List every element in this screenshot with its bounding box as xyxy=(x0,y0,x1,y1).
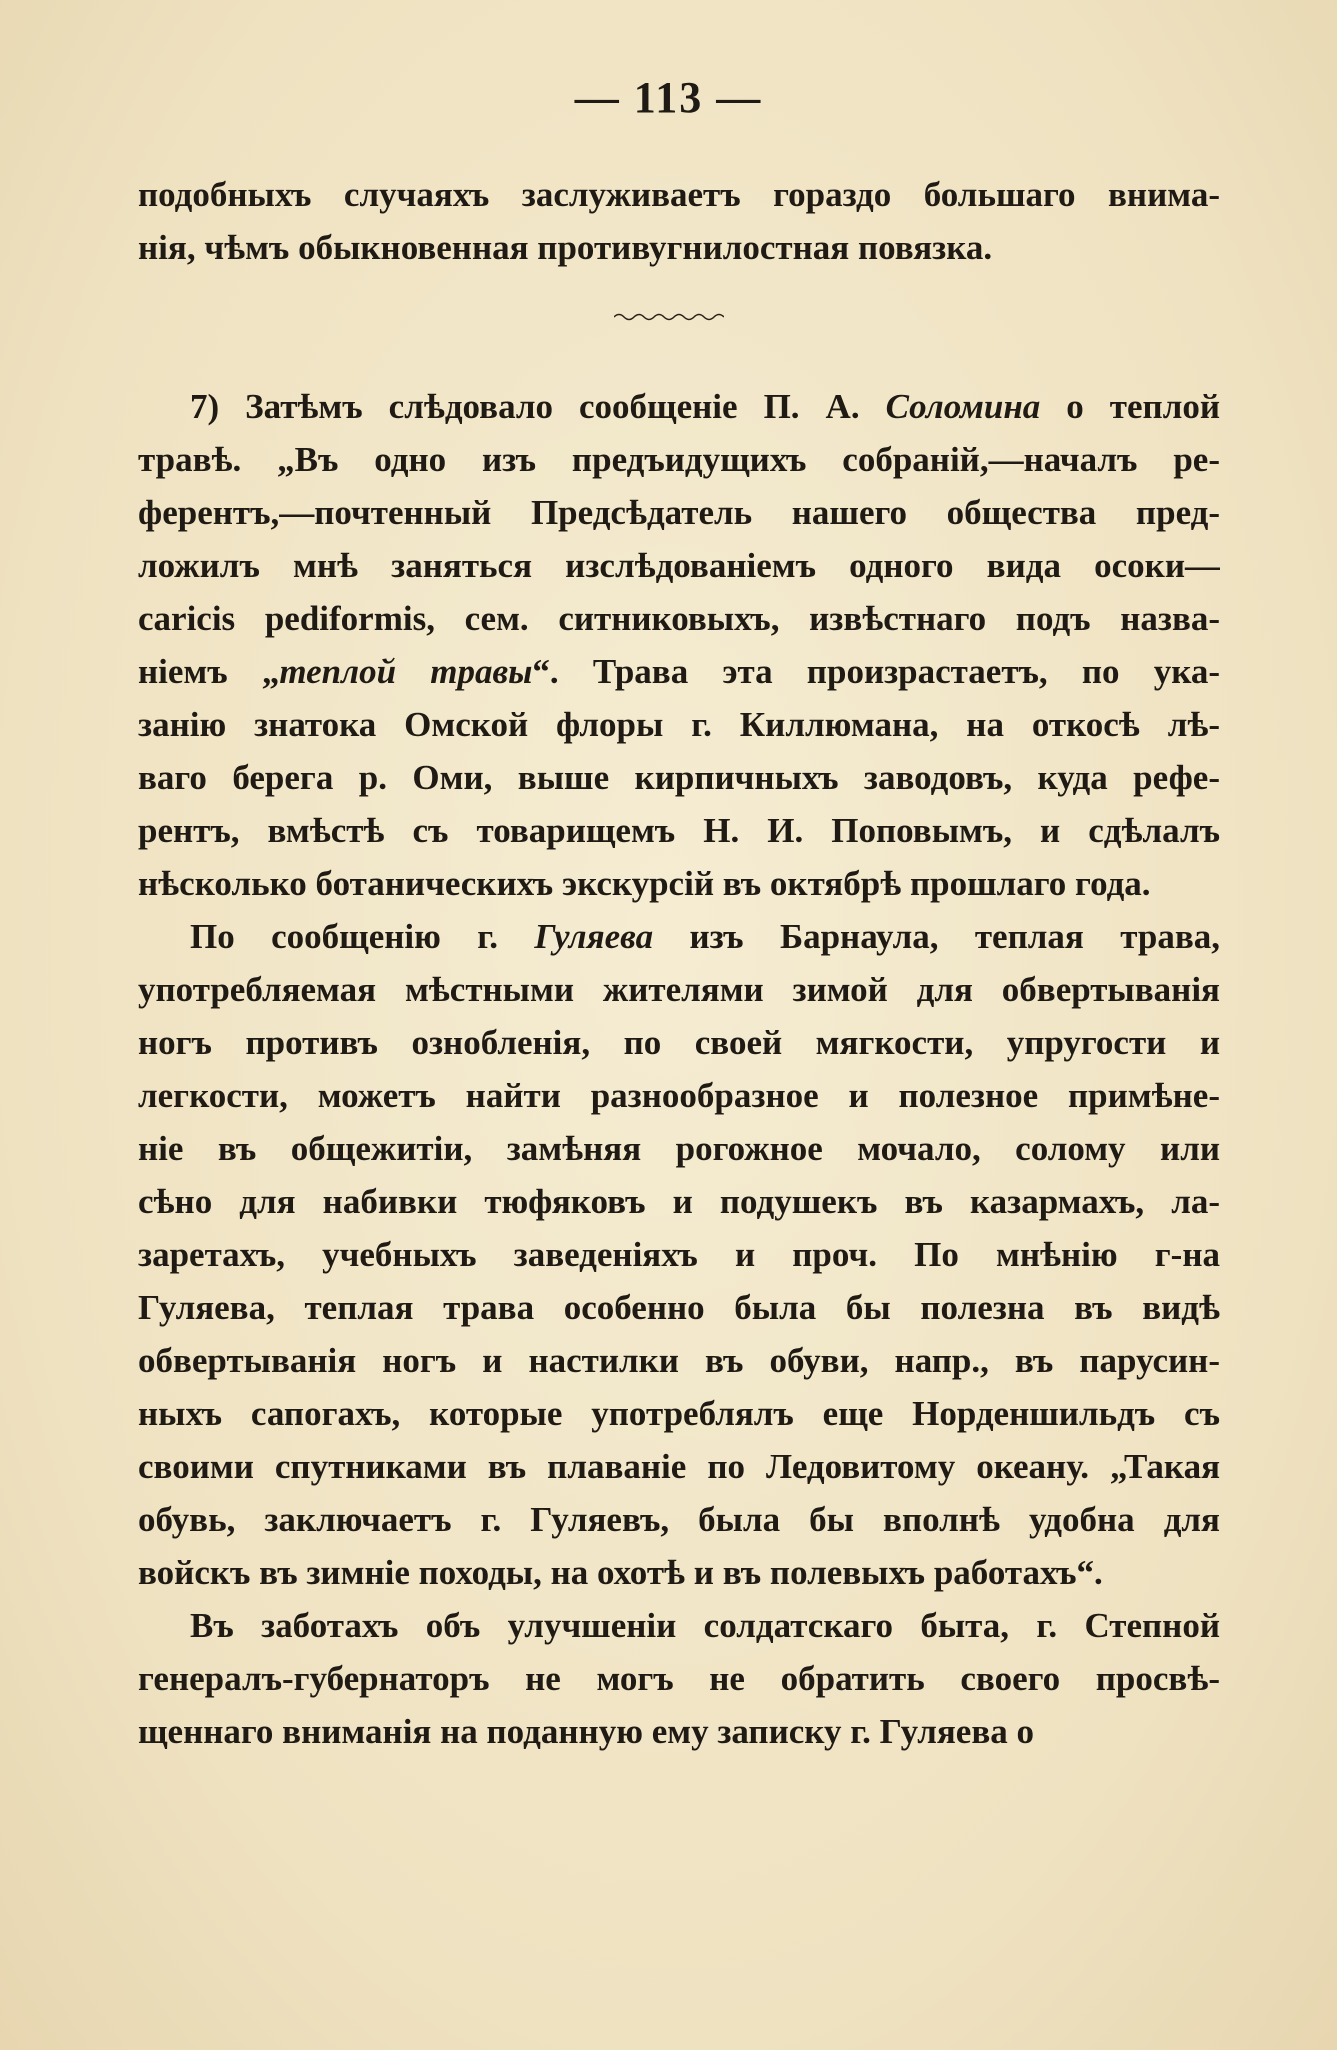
text-line: занію знатока Омской флоры г. Киллюмана, на откосѣ лѣ- xyxy=(138,705,1220,744)
text-line xyxy=(138,380,1220,433)
text-line: подобныхъ случаяхъ заслуживаетъ гораздо большаго внима- xyxy=(138,175,1220,214)
text-line: своими спутниками въ плаваніе по Ледовитому океану. „Такая xyxy=(138,1447,1220,1486)
text-line: ніе въ общежитіи, замѣняя рогожное мочало, солому или xyxy=(138,1129,1220,1168)
text-line: нѣсколько ботаническихъ экскурсій въ октябрѣ прошлаго года. xyxy=(138,864,1151,903)
text-segment: о теплой xyxy=(1040,387,1220,426)
text-line: употребляемая мѣстными жителями зимой для обвертыванія xyxy=(138,970,1220,1009)
text-line: нія, чѣмъ обыкновенная противугнилостная повязка. xyxy=(138,228,993,267)
text-line: рентъ, вмѣстѣ съ товарищемъ Н. И. Поповымъ, и сдѣлалъ xyxy=(138,811,1220,850)
text-line xyxy=(138,910,1220,963)
text-segment: 7) Затѣмъ слѣдовало сообщеніе П. А. xyxy=(190,387,886,426)
text-line: сѣно для набивки тюфяковъ и подушекъ въ казармахъ, ла- xyxy=(138,1182,1220,1221)
text-line xyxy=(138,645,1220,698)
ornamental-divider xyxy=(614,312,724,322)
italic-name: теплой травы xyxy=(279,652,533,691)
italic-name: Соломина xyxy=(885,387,1041,426)
text-line: ваго берега р. Оми, выше кирпичныхъ заводовъ, куда рефе- xyxy=(138,758,1220,797)
text-line: щеннаго вниманія на поданную ему записку г. Гуляева о xyxy=(138,1712,1034,1751)
text-line: заретахъ, учебныхъ заведеніяхъ и проч. По мнѣнію г-на xyxy=(138,1235,1220,1274)
text-line: войскъ въ зимніе походы, на охотѣ и въ полевыхъ работахъ“. xyxy=(138,1553,1103,1592)
text-segment: По сообщенію г. xyxy=(190,917,535,956)
text-line: обувь, заключаетъ г. Гуляевъ, была бы вполнѣ удобна для xyxy=(138,1500,1220,1539)
text-line: ферентъ,—почтенный Предсѣдатель нашего общества пред- xyxy=(138,493,1220,532)
text-line: ногъ противъ ознобленія, по своей мягкости, упругости и xyxy=(138,1023,1220,1062)
text-line: Въ заботахъ объ улучшеніи солдатскаго быта, г. Степной xyxy=(190,1606,1220,1645)
page-number: — 113 — xyxy=(574,73,763,122)
main-text xyxy=(138,380,1220,1758)
text-line: генералъ-губернаторъ не могъ не обратить своего просвѣ- xyxy=(138,1659,1220,1698)
text-segment: “. Трава эта произрастаетъ, по ука- xyxy=(532,652,1220,691)
paragraph-continuation xyxy=(138,168,1220,274)
text-line: caricis pediformis, сем. ситниковыхъ, извѣстнаго подъ назва- xyxy=(138,599,1220,638)
italic-name: Гуляева xyxy=(534,917,654,956)
text-line: Гуляева, теплая трава особенно была бы полезна въ видѣ xyxy=(138,1288,1220,1327)
text-segment: ніемъ „ xyxy=(138,652,280,691)
text-line: обвертыванія ногъ и настилки въ обуви, напр., въ парусин- xyxy=(138,1341,1220,1380)
text-line: травѣ. „Въ одно изъ предъидущихъ собраній,—началъ ре- xyxy=(138,440,1220,479)
text-line: ложилъ мнѣ заняться изслѣдованіемъ одного вида осоки— xyxy=(138,546,1220,585)
text-line: ныхъ сапогахъ, которые употреблялъ еще Норденшильдъ съ xyxy=(138,1394,1220,1433)
text-segment: изъ Барнаула, теплая трава, xyxy=(653,917,1220,956)
text-line: легкости, можетъ найти разнообразное и полезное примѣне- xyxy=(138,1076,1220,1115)
